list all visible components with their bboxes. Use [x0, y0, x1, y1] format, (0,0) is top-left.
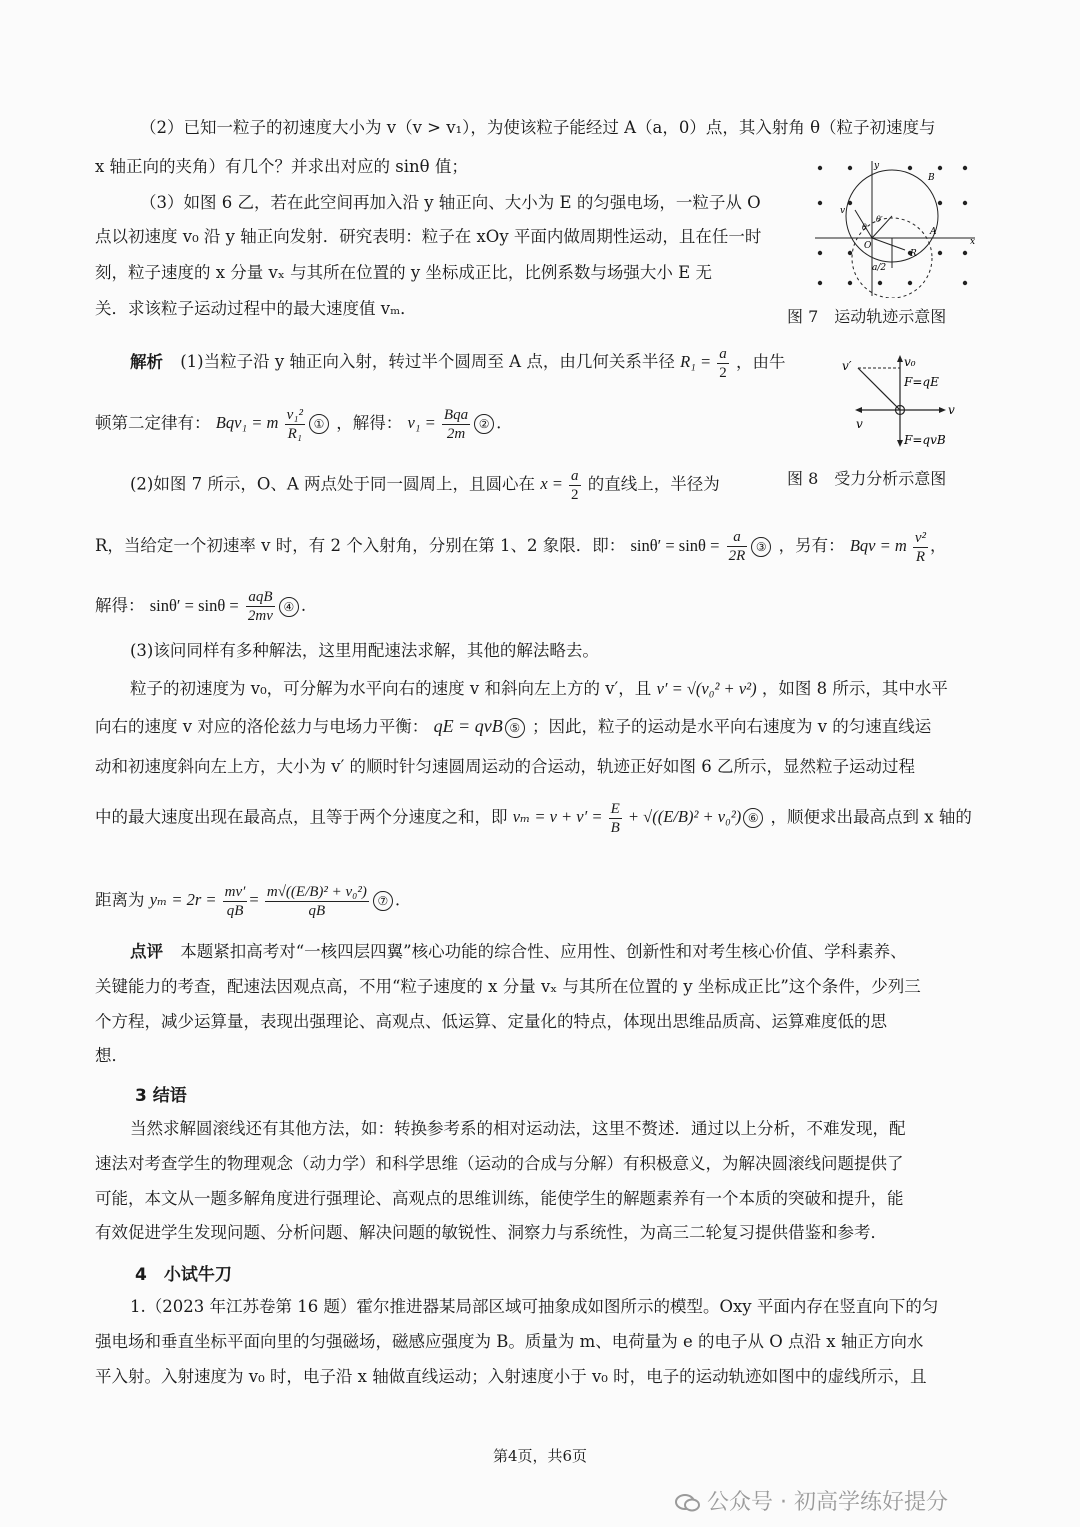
fig7-theta-label: θ [862, 223, 867, 232]
solution-1-line-2: 顿第二定律有： Bqv₁ = m $\frac{\text{v₁²}}{\text{R₁}}$ ① ，解得： v₁ = $\frac{\text{Bqa}}{2m}$ ② . [95, 407, 502, 442]
figure-7-caption: 图 7 运动轨迹示意图 [787, 307, 947, 326]
solution-block-1: 解析 (1)当粒子沿 y 轴正向入射，转过半个圆周至 A 点，由几何关系半径 R₁ = $\frac{a}{2}$ ，由牛 [130, 346, 786, 381]
section-3-line-4: 有效促进学生发现问题、分析问题、解决问题的敏锐性、洞察力与系统性，为高三二轮复习提供借鉴和参考． [95, 1223, 887, 1242]
fig7-thetap-label: θ′ [876, 215, 883, 224]
problem-2-line-1: （2）已知一粒子的初速度大小为 v（v > v₁），为使该粒子能经过 A（a，0）点，其入射角 θ（粒子初速度与 [140, 118, 936, 137]
fig8-fqe: F=qE [904, 375, 939, 389]
solution-2-line-3: 解得： sinθ′ = sinθ = $\frac{\text{aqB}}{2mv}$ ④ . [95, 589, 307, 624]
solution-3-line-4: 中的最大速度出现在最高点，且等于两个分速度之和，即 vₘ = v + v′ = $\frac{E}{B}$ + √((E/B)² + v₀²) ⑥ ，顺便求出最高点到 x 轴的 [95, 801, 972, 836]
section-3-line-2: 速法对考查学生的物理观念（动力学）和科学思维（运动的合成与分解）有积极意义，为解决圆滚线问题提供了 [95, 1154, 904, 1173]
solution-label: 解析 [130, 352, 163, 372]
wechat-icon [675, 1493, 701, 1513]
section-3-line-1: 当然求解圆滚线还有其他方法，如：转换参考系的相对运动法，这里不赘述．通过以上分析，不难发现，配 [130, 1119, 906, 1138]
eq-r1: R₁ = [680, 352, 712, 372]
fig7-a2-label: a/2 [872, 263, 887, 273]
solution-2-line-1: (2)如图 7 所示，O、A 两点处于同一圆周上，且圆心在 x = $\frac{a}{2}$ 的直线上，半径为 [130, 468, 720, 503]
problem-3-line-4: 关．求该粒子运动过程中的最大速度值 vₘ． [95, 299, 417, 318]
figure-7-trajectory [810, 158, 980, 298]
review-line-4: 想． [95, 1046, 128, 1065]
review-line-1: 点评 本题紧扣高考对“一核四层四翼”核心功能的综合性、应用性、创新性和对考生核心价值、学科素养、 [130, 942, 907, 961]
review-label: 点评 [130, 942, 163, 961]
figure-8-force-diagram [838, 352, 968, 452]
watermark-text: 公众号 · 初高学练好提分 [707, 1490, 948, 1515]
solution-1-text: (1)当粒子沿 y 轴正向入射，转过半个圆周至 A 点，由几何关系半径 [180, 352, 675, 372]
solution-3-line-2: 向右的速度 v 对应的洛伦兹力与电场力平衡： qE = qvB ⑤ ；因此，粒子的运动是水平向右速度为 v 的匀速直线运 [95, 716, 932, 736]
page-footer: 第4页，共6页 [492, 1447, 588, 1465]
problem-3-line-1: （3）如图 6 乙，若在此空间再加入沿 y 轴正向、大小为 E 的匀强电场，一粒子从 O [140, 193, 761, 212]
watermark [675, 1485, 948, 1516]
fig8-v-right: v [948, 403, 955, 417]
fig8-v0: v₀ [904, 355, 916, 369]
section-4-line-2: 强电场和垂直坐标平面向里的匀强磁场，磁感应强度为 B。质量为 m、电荷量为 e 的电子从 O 点沿 x 轴正方向水 [95, 1332, 924, 1351]
problem-2-line-2: x 轴正向的夹角）有几个？并求出对应的 sinθ 值； [95, 157, 468, 176]
solution-3-line-1: 粒子的初速度为 v₀，可分解为水平向右的速度 v 和斜向左上方的 v′，且 v′ = √(v₀² + v²) ，如图 8 所示，其中水平 [130, 679, 948, 698]
fig7-v-label: v [840, 206, 846, 216]
fig7-y-label: y [874, 161, 880, 171]
fig7-b-label: B [928, 173, 935, 183]
solution-3-intro: (3)该问同样有多种解法，这里用配速法求解，其他的解法略去。 [130, 641, 599, 660]
section-3-title: 3 结语 [135, 1086, 187, 1106]
fig7-o-label: O [864, 241, 872, 251]
fig8-fqvb: F=qvB [904, 433, 946, 447]
figure-8-caption: 图 8 受力分析示意图 [787, 469, 947, 488]
fig8-v-left: v [856, 417, 863, 431]
review-line-3: 个方程，减少运算量，表现出强理论、高观点、低运算、定量化的特点，体现出思维品质高、运算难度低的思 [95, 1012, 887, 1031]
fig7-a-label: A [930, 227, 937, 237]
section-3-line-3: 可能，本文从一题多解角度进行强理论、高观点的思维训练，能使学生的解题素养有一个本质的突破和提升，能 [95, 1189, 904, 1208]
problem-3-line-2: 点以初速度 v₀ 沿 y 轴正向发射．研究表明：粒子在 xOy 平面内做周期性运动，且在任一时 [95, 227, 762, 246]
section-4-line-1: 1.（2023 年江苏卷第 16 题）霍尔推进器某局部区域可抽象成如图所示的模型。Oxy 平面内存在竖直向下的匀 [130, 1297, 939, 1316]
section-4-line-3: 平入射。入射速度为 v₀ 时，电子沿 x 轴做直线运动；入射速度小于 v₀ 时，电子的运动轨迹如图中的虚线所示，且 [95, 1367, 927, 1386]
fig8-vprime: v′ [842, 359, 852, 373]
solution-3-line-3: 动和初速度斜向左上方，大小为 v′ 的顺时针匀速圆周运动的合运动，轨迹正好如图 6 乙所示，显然粒子运动过程 [95, 757, 916, 776]
fig7-r-label: R [910, 249, 917, 259]
problem-3-line-3: 刻，粒子速度的 x 分量 vₓ 与其所在位置的 y 坐标成正比，比例系数与场强大小 E 无 [95, 263, 712, 282]
fig7-x-label: x [970, 237, 976, 247]
section-4-title: 4 小试牛刀 [135, 1265, 232, 1285]
solution-2-line-2: R，当给定一个初速率 v 时，有 2 个入射角，分别在第 1、2 象限．即： sinθ′ = sinθ = $\frac{a}{2R}$ ③ ，另有： Bqv = m $\frac{\text{v²}}{R}$ ， [95, 529, 947, 565]
review-line-2: 关键能力的考查，配速法因观点高，不用“粒子速度的 x 分量 vₓ 与其所在位置的 y 坐标成正比”这个条件，少列三 [95, 977, 921, 996]
solution-3-line-5: 距离为 yₘ = 2r = $\frac{mv'}{qB}$ = $\frac{\text{m√((E/B)² + v₀²)}}{qB}$ ⑦ . [95, 884, 401, 919]
